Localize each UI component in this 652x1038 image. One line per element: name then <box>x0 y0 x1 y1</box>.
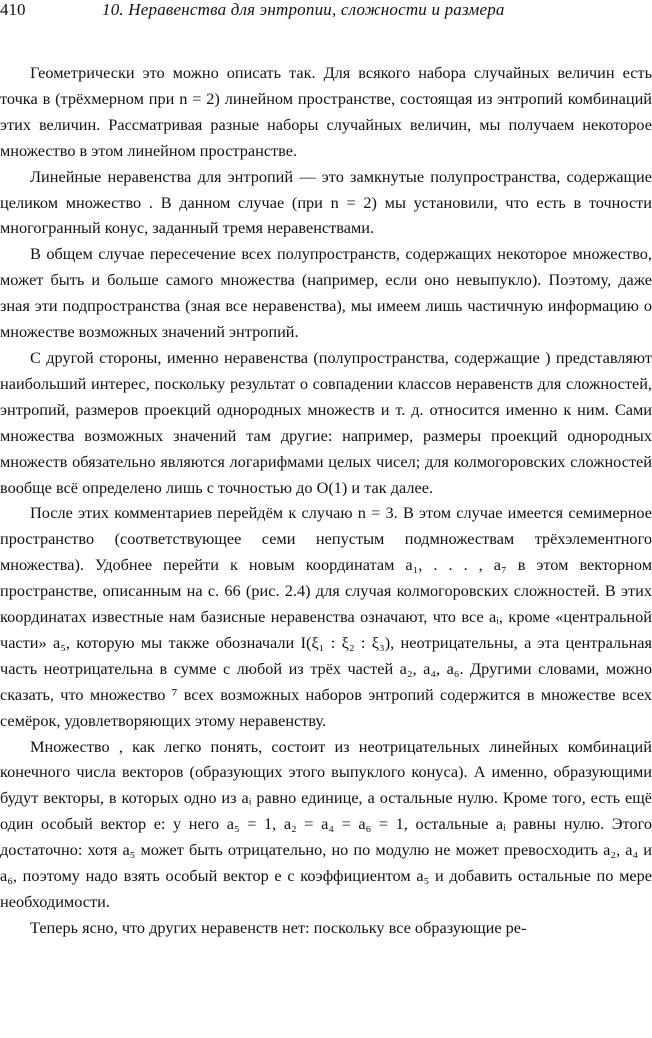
page-number: 410 <box>0 0 26 19</box>
paragraph-other-side: С другой стороны, именно неравенства (полупространства, содержащие ) представляют наибольший интерес, поскольку результат о совпадении классов неравенств для сложностей, энтропий, размеров проекций однородных множеств и т. д. относится именно к ним. Сами множества возможных значений там другие: например, размеры проекций однородных множеств обязательно являются логарифмами целых чисел; для колмогоровских сложностей вообще всё определено лишь с точностью до O(1) и так далее. <box>0 347 652 497</box>
running-title: 10. Неравенства для энтропии, сложности и размера <box>102 0 505 19</box>
paragraph-geometric-description: Геометрически это можно описать так. Для всякого набора случайных величин есть точка в (трёхмерном при n = 2) линейном пространстве, состоящая из энтропий комбинаций этих величин. Рассматривая разные наборы случайных величин, мы получаем некоторое множество в этом линейном пространстве. <box>0 63 652 160</box>
paragraph-conclusion-start: Теперь ясно, что других неравенств нет: поскольку все образующие ре- <box>30 917 527 937</box>
body-text <box>0 60 652 941</box>
paragraph-case-n3: После этих комментариев перейдём к случаю n = 3. В этом случае имеется семимерное пространство (соответствующее семи непустым подмножествам трёхэлементного множества). Удобнее перейти к новым координатам a₁, . . . , a₇ в этом векторном пространстве, описанным на с. 66 (рис. 2.4) для случая колмогоровских сложностей. В этих координатах известные нам базисные неравенства означают, что все aᵢ, кроме «центральной части» a₅, которую мы также обозначали I(ξ₁ : ξ₂ : ξ₃), неотрицательны, а эта центральная часть неотрицательна в сумме с любой из трёх частей a₂, a₄, a₆. Другими словами, можно сказать, что множество ⁷ всех возможных наборов энтропий содержится в множестве всех семёрок, удовлетворяющих этому неравенству. <box>0 503 652 730</box>
paragraph-linear-inequalities: Линейные неравенства для энтропий — это замкнутые полупространства, содержащие целиком множество . В данном случае (при n = 2) мы установили, что есть в точности многогранный конус, заданный тремя неравенствами. <box>0 166 652 238</box>
paragraph-general-case: В общем случае пересечение всех полупространств, содержащих некоторое множество, может быть и больше самого множества (например, если оно невыпукло). Поэтому, даже зная эти подпространства (зная все неравенства), мы имеем лишь частичную информацию о множестве возможных значений энтропий. <box>0 244 652 342</box>
page-header <box>0 0 652 24</box>
paragraph-cone-generators: Множество , как легко понять, состоит из неотрицательных линейных комбинаций конечного числа векторов (образующих этого выпуклого конуса). А именно, образующими будут векторы, в которых одно из aᵢ равно единице, а остальные нулю. Кроме того, есть ещё один особый вектор e: у него a₅ = 1, a₂ = a₄ = a₆ = 1, остальные aᵢ равны нулю. Этого достаточно: хотя a₅ может быть отрицательно, но по модулю не может превосходить a₂, a₄ и a₆, поэтому надо взять особый вектор e с коэффициентом a₅ и добавить остальные по мере необходимости. <box>0 736 652 911</box>
